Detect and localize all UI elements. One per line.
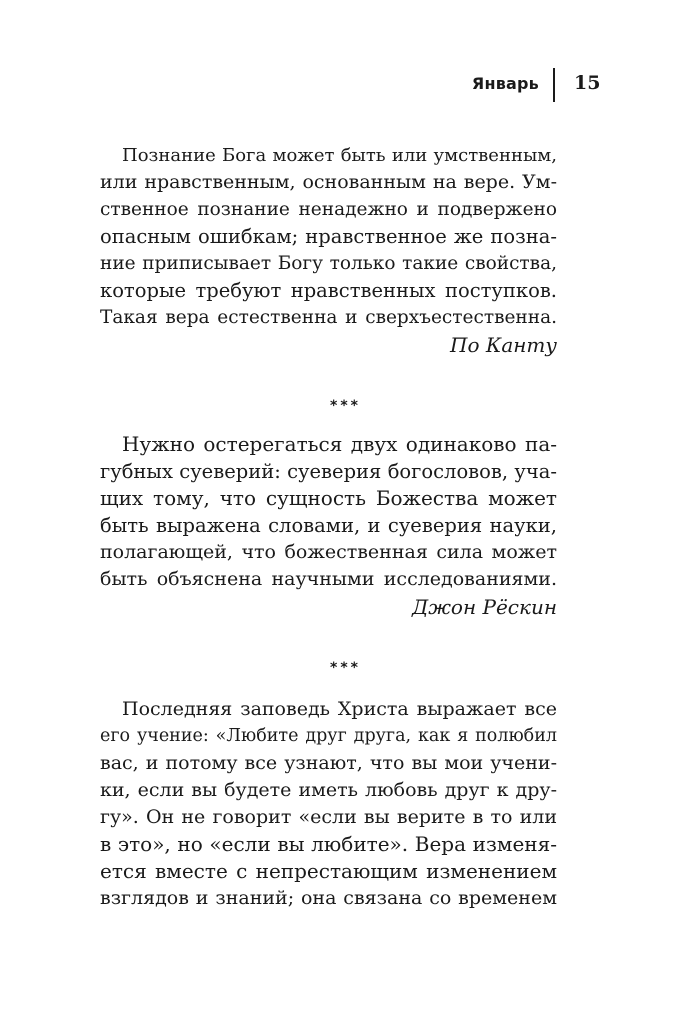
text-line: гу». Он не говорит «если вы верите в то или bbox=[100, 806, 557, 828]
text-line: быть объяснена научными исследованиями. bbox=[100, 568, 557, 590]
text-line: Последняя заповедь Христа выражает все bbox=[122, 698, 557, 720]
section-separator: *** bbox=[330, 398, 361, 414]
text-line: его учение: «Любите друг друга, как я полюбил bbox=[100, 726, 557, 746]
text-line: быть выражена словами, и суеверия науки, bbox=[100, 514, 557, 537]
text-line: щих тому, что сущность Божества может bbox=[100, 486, 557, 510]
text-line: или нравственным, основанным на вере. Ум- bbox=[100, 171, 557, 193]
text-line: ственное познание ненадежно и подвержено bbox=[100, 199, 557, 220]
text-line: опасным ошибкам; нравственное же позна- bbox=[100, 225, 557, 248]
text-line: вас, и потому все узнают, что вы мои учени- bbox=[100, 752, 557, 774]
header-divider bbox=[553, 68, 555, 102]
attribution: Джон Рёскин bbox=[411, 595, 557, 619]
quote-christ-commandment bbox=[100, 696, 557, 912]
quote-kant bbox=[100, 142, 557, 360]
text-line: Нужно остерегаться двух одинаково па- bbox=[122, 432, 557, 456]
text-line: ется вместе с непрестающим изменением bbox=[100, 859, 557, 883]
text-line: Познание Бога может быть или умственным, bbox=[122, 145, 557, 166]
text-line: в это», но «если вы любите». Вера изменя- bbox=[100, 832, 557, 856]
section-title: Январь bbox=[471, 74, 539, 93]
text-line: взглядов и знаний; она связана со временем bbox=[100, 887, 557, 909]
text-line: ки, если вы будете иметь любовь друг к дру- bbox=[100, 779, 557, 801]
page-number: 15 bbox=[574, 72, 601, 94]
text-line: Такая вера естественна и сверхъестественна. bbox=[100, 307, 557, 328]
text-line: ние приписывает Богу только такие свойства, bbox=[100, 253, 557, 274]
text-line: губных суеверий: суеверия богословов, уча- bbox=[100, 460, 557, 483]
section-separator: *** bbox=[330, 660, 361, 676]
quote-ruskin bbox=[100, 431, 557, 622]
text-line: полагающей, что божественная сила может bbox=[100, 541, 557, 563]
running-head bbox=[0, 68, 691, 104]
attribution: По Канту bbox=[450, 333, 557, 357]
text-line: которые требуют нравственных поступков. bbox=[100, 279, 557, 302]
